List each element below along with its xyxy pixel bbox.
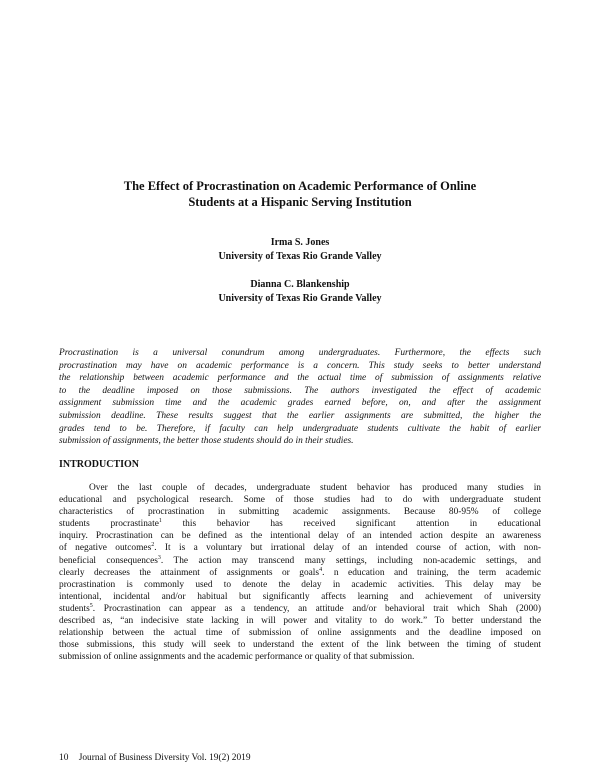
footnote-ref: 4 [319,566,323,573]
paper-title-line-1: The Effect of Procrastination on Academic Performance of Online [123,179,477,193]
body-line: described as, “an indecisive state lacking in will power and vitality to do work.” To better understand the [59,616,541,627]
body-line: submission of online assignments and the academic performance or quality of that submission. [59,652,415,663]
abstract-line: submission of assignments, the better those students should do in their studies. [59,436,354,447]
abstract-line: Procrastination is a universal conundrum among undergraduates. Furthermore, the effects such [59,348,541,358]
abstract-line: procrastination may have on academic performance is a concern. This study seeks to better understand [59,360,541,371]
footnote-ref: 2 [151,542,155,549]
body-line: relationship between the actual time of submission of online assignments and the deadline imposed on [59,628,541,639]
author-name: Dianna C. Blankenship [250,279,350,290]
body-line: students procrastinate$^1$ this behavior has received significant attention in educational [59,518,541,530]
paper-title [60,178,540,210]
author-block-2 [60,278,540,306]
abstract-line: to the deadline imposed on those submissions. The authors investigated the effect of academic [59,385,541,396]
body-line: inquiry. Procrastination can be defined as the intentional delay of an intended action despite an awareness [59,531,541,542]
author-affiliation: University of Texas Rio Grande Valley [218,293,382,304]
abstract-line: the relationship between academic performance and the actual time of submission of assignments relative [59,373,541,384]
section-heading: INTRODUCTION [59,459,140,470]
body-line: intentional, incidental and/or habitual but significantly affects learning and achievement of university [59,591,541,602]
body-line: those submissions, this study will seek to understand the extent of the link between the timing of student [59,640,541,651]
body-line: procrastination is commonly used to denote the delay in academic activities. This delay may be [59,579,541,590]
author-name: Irma S. Jones [270,237,330,248]
abstract-line: submission deadline. These results suggest that the earlier assignments are submitted, the higher the [59,410,541,421]
footnote-ref: 3 [157,554,161,561]
body-line: beneficial consequences$^3$. The action may transcend many settings, including non-academic settings, and [59,554,541,566]
author-affiliation: University of Texas Rio Grande Valley [218,251,382,262]
body-line: Over the last couple of decades, undergraduate student behavior has produced many studies in [89,483,541,493]
body-line: clearly decreases the attainment of assignments or goals$^4$. n education and training, the term academic [59,566,541,578]
abstract-line: assignment submission time and the academic grades earned before, on, and after the assignment [59,398,541,409]
page-footer [59,752,251,764]
abstract [59,347,541,448]
body-line: of negative outcomes$^2$. It is a voluntary but irrational delay of an intended course of action, with non- [59,542,541,554]
introduction-body [59,482,541,663]
paper-title-line-2: Students at a Hispanic Serving Institution [188,195,412,209]
body-line: characteristics of procrastination in submitting academic assignments. Because 80-95% of college [59,507,541,518]
body-line: students$^5$. Procrastination can appear as a tendency, an attitude and/or behavioral trait which Shah (2000) [59,602,541,614]
footnote-ref: 1 [158,518,162,525]
page-number: 10 [59,753,69,763]
journal-citation: Journal of Business Diversity Vol. 19(2) 2019 [78,753,251,763]
body-line: educational and psychological research. Some of those studies had to do with undergraduate student [59,495,541,506]
abstract-line: grades tend to be. Therefore, if faculty can help undergraduate students cultivate the habit of earlier [59,423,541,434]
footnote-ref: 5 [89,602,93,609]
author-block-1 [60,236,540,264]
